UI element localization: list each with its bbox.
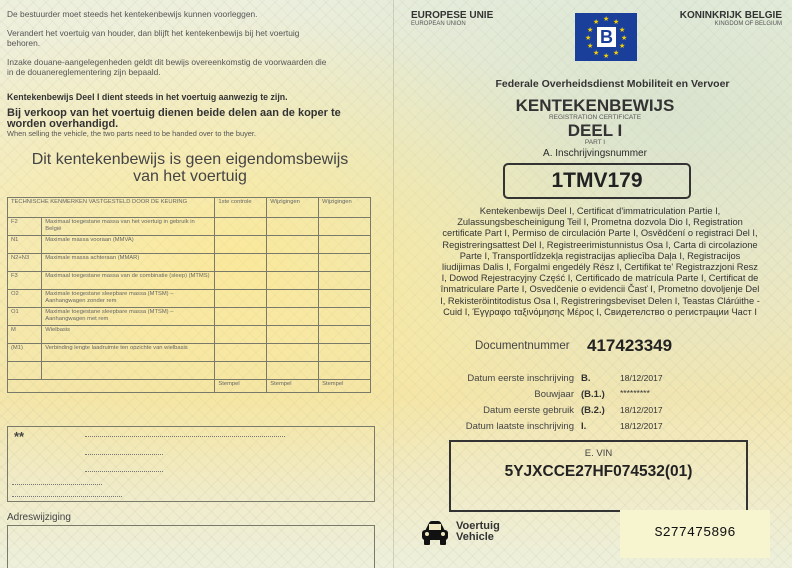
row-desc: Maximale toegestane sleepbare massa (MTSM) – Aanhangwagen zonder rem xyxy=(42,290,215,308)
row-cell xyxy=(319,362,371,380)
remarks-line xyxy=(85,471,163,472)
first-use-value: 18/12/2017 xyxy=(620,405,663,415)
eu-star-icon: ★ xyxy=(603,53,610,60)
row-desc: Maximale toegestane sleepbare massa (MTSM) – Aanhangwagen met rem xyxy=(42,308,215,326)
row-code: M xyxy=(8,326,42,344)
row-desc xyxy=(42,362,215,380)
row-code: O2 xyxy=(8,290,42,308)
row-desc: Maximale massa vooraan (MMVA) xyxy=(42,236,215,254)
last-registration-value: 18/12/2017 xyxy=(620,421,663,431)
first-use-code: (B.2.) xyxy=(581,405,605,416)
vehicle-label-english: Vehicle xyxy=(456,531,494,543)
build-year-label: Bouwjaar xyxy=(534,389,574,400)
row-cell xyxy=(267,326,319,344)
row-code: F3 xyxy=(8,272,42,290)
table-row xyxy=(8,344,371,362)
first-use-label: Datum eerste gebruik xyxy=(483,405,574,416)
row-cell xyxy=(267,254,319,272)
row-code xyxy=(8,362,42,380)
stamp-row-blank xyxy=(8,380,215,393)
row-cell xyxy=(319,290,371,308)
row-desc: Wielbasis xyxy=(42,326,215,344)
registration-number: 1TMV179 xyxy=(503,163,691,199)
table-row xyxy=(8,218,371,236)
country-letter: B xyxy=(597,27,616,47)
row-cell xyxy=(319,308,371,326)
vin-label: E. VIN xyxy=(584,448,613,459)
remarks-line xyxy=(12,496,122,497)
row-cell xyxy=(215,272,267,290)
last-registration-code: I. xyxy=(581,421,587,432)
kingdom-label: KONINKRIJK BELGIE xyxy=(679,10,782,21)
notice-owner-change-1: Verandert het voertuig van houder, dan blijft het kentekenbewijs bij het voertuig xyxy=(7,28,300,38)
first-registration-code: B. xyxy=(581,373,591,384)
row-cell xyxy=(215,362,267,380)
document-number-label: Documentnummer xyxy=(475,340,570,352)
remarks-stars: ** xyxy=(14,429,25,444)
first-registration-label: Datum eerste inschrijving xyxy=(467,373,574,384)
eu-label-english: EUROPEAN UNION xyxy=(411,21,466,27)
row-cell xyxy=(267,236,319,254)
document-title-english: REGISTRATION CERTIFICATE xyxy=(548,114,642,121)
vin-box xyxy=(449,440,748,512)
fold-line xyxy=(393,0,394,568)
table-header-cell: Wijzigingen xyxy=(319,198,371,218)
registration-number-label: A. Inschrijvingsnummer xyxy=(543,148,647,159)
eu-star-icon: ★ xyxy=(613,19,620,26)
row-cell xyxy=(215,236,267,254)
row-cell xyxy=(319,254,371,272)
build-year-code: (B.1.) xyxy=(581,389,605,400)
document-part: DEEL I xyxy=(567,121,623,140)
table-row xyxy=(8,362,371,380)
eu-star-icon: ★ xyxy=(587,43,594,50)
not-ownership-line-1: Dit kentekenbewijs is geen eigendomsbewijs xyxy=(31,151,349,168)
eu-star-icon: ★ xyxy=(587,27,594,34)
row-cell xyxy=(215,344,267,362)
table-row xyxy=(8,326,371,344)
sale-notice-english: When selling the vehicle, the two parts need to be handed over to the buyer. xyxy=(7,129,256,138)
row-cell xyxy=(319,272,371,290)
row-desc: Maximale massa achteraan (MMAR) xyxy=(42,254,215,272)
stamp-cell: Stempel xyxy=(215,380,267,393)
eu-star-icon: ★ xyxy=(585,35,592,42)
build-year-value: ********* xyxy=(620,388,650,398)
row-desc: Verbinding lengte laadruimte ten opzichte van wielbasis xyxy=(42,344,215,362)
notice-customs-2: in de douanereglementering zijn bepaald. xyxy=(7,67,161,77)
table-header-cell: 1ste controle xyxy=(215,198,267,218)
row-code: N2+N3 xyxy=(8,254,42,272)
row-code: (M1) xyxy=(8,344,42,362)
stamp-cell: Stempel xyxy=(267,380,319,393)
eu-star-icon: ★ xyxy=(619,43,626,50)
remarks-box xyxy=(7,426,375,502)
stamp-cell: Stempel xyxy=(319,380,371,393)
not-ownership-line-2: van het voertuig xyxy=(133,168,247,185)
eu-flag-icon xyxy=(575,13,637,61)
row-cell xyxy=(215,218,267,236)
sale-notice-1: Bij verkoop van het voertuig dienen beide delen aan de koper te xyxy=(7,107,341,119)
address-change-label: Adreswijziging xyxy=(7,512,71,523)
notice-show-certificate: De bestuurder moet steeds het kentekenbewijs kunnen voorleggen. xyxy=(7,9,258,19)
address-change-box xyxy=(7,525,375,568)
table-row xyxy=(8,308,371,326)
serial-number: S277475896 xyxy=(620,510,770,558)
row-desc: Maximaal toegestane massa van het voertuig in gebruik in België xyxy=(42,218,215,236)
row-code: O1 xyxy=(8,308,42,326)
row-code: F2 xyxy=(8,218,42,236)
multilingual-titles: Kentekenbewijs Deel I, Certificat d'immatriculation Partie I, Zulassungsbescheinigung Teil I, Prometna dozvola Dio I, Registration certificate Part I, Permiso de circulación Parte I, Osvědčení o registraci Del I, Registreringsattest Del I, Registreerimistunnistus Osa I, Carta di circolazione Parte I, Transportlīdzekļa registracijas apliecība Daļa I, Registracijos liudijimas Dalis I, Forgalmi engedély Rész I, Certifikat te' Registrazzjoni Resz I, Dowod Rejestracyjny Część I, Certificado de matrícula Parte I, Certificat de înmatriculare Parte I, Osvedčenie o evidencii Časť I, Prometno dovoljenje Del I, Rekisteröintitodistus Osa I, Registreringsbeviset Delen I, Teastas Clárúithe - Cuid I, Έγγραφο ταξινόμησης Μέρος Ι, Свидетелство о регистрации Част I xyxy=(440,206,760,317)
kingdom-label-english: KINGDOM OF BELGIUM xyxy=(714,21,782,27)
sale-notice-2: worden overhandigd. xyxy=(7,118,119,130)
eu-star-icon: ★ xyxy=(593,50,600,57)
row-cell xyxy=(215,254,267,272)
row-cell xyxy=(215,308,267,326)
last-registration-label: Datum laatste inschrijving xyxy=(465,421,574,432)
vin-number: 5YJXCCE27HF074532(01) xyxy=(504,463,693,480)
vehicle-label: Voertuig xyxy=(456,520,500,532)
row-cell xyxy=(267,272,319,290)
eu-star-icon: ★ xyxy=(619,27,626,34)
row-desc: Maximaal toegestane massa van de combinatie (sleep) (MTMS) xyxy=(42,272,215,290)
car-icon xyxy=(420,519,450,547)
row-cell xyxy=(319,236,371,254)
remarks-line xyxy=(85,454,163,455)
row-cell xyxy=(267,290,319,308)
document-title: KENTEKENBEWIJS xyxy=(515,96,675,115)
eu-star-icon: ★ xyxy=(603,16,610,23)
row-cell xyxy=(319,326,371,344)
row-code: N1 xyxy=(8,236,42,254)
technical-characteristics-table xyxy=(7,197,371,393)
document-part-english: PART I xyxy=(584,139,606,146)
eu-label: EUROPESE UNIE xyxy=(411,10,494,21)
eu-star-icon: ★ xyxy=(593,19,600,26)
row-cell xyxy=(215,290,267,308)
eu-star-icon: ★ xyxy=(621,35,628,42)
eu-star-icon: ★ xyxy=(613,50,620,57)
row-cell xyxy=(319,344,371,362)
notice-keep-in-vehicle: Kentekenbewijs Deel I dient steeds in het voertuig aanwezig te zijn. xyxy=(7,92,288,102)
row-cell xyxy=(267,362,319,380)
row-cell xyxy=(215,326,267,344)
notice-owner-change-2: behoren. xyxy=(7,38,41,48)
row-cell xyxy=(267,308,319,326)
document-number: 417423349 xyxy=(587,336,673,355)
table-header-cell: Wijzigingen xyxy=(267,198,319,218)
ministry-name: Federale Overheidsdienst Mobiliteit en Vervoer xyxy=(495,78,730,90)
table-row xyxy=(8,290,371,308)
row-cell xyxy=(319,218,371,236)
first-registration-value: 18/12/2017 xyxy=(620,373,663,383)
row-cell xyxy=(267,218,319,236)
stamp-row xyxy=(8,380,371,393)
remarks-line xyxy=(85,436,285,437)
table-header xyxy=(8,198,371,218)
table-row xyxy=(8,254,371,272)
table-row xyxy=(8,236,371,254)
remarks-line xyxy=(12,484,102,485)
notice-customs-1: Inzake douane-aangelegenheden geldt dit bewijs overeenkomstig de voorwaarden die xyxy=(7,57,327,67)
table-header-cell: TECHNISCHE KENMERKEN VASTGESTELD DOOR DE KEURING xyxy=(8,198,215,218)
table-row xyxy=(8,272,371,290)
row-cell xyxy=(267,344,319,362)
